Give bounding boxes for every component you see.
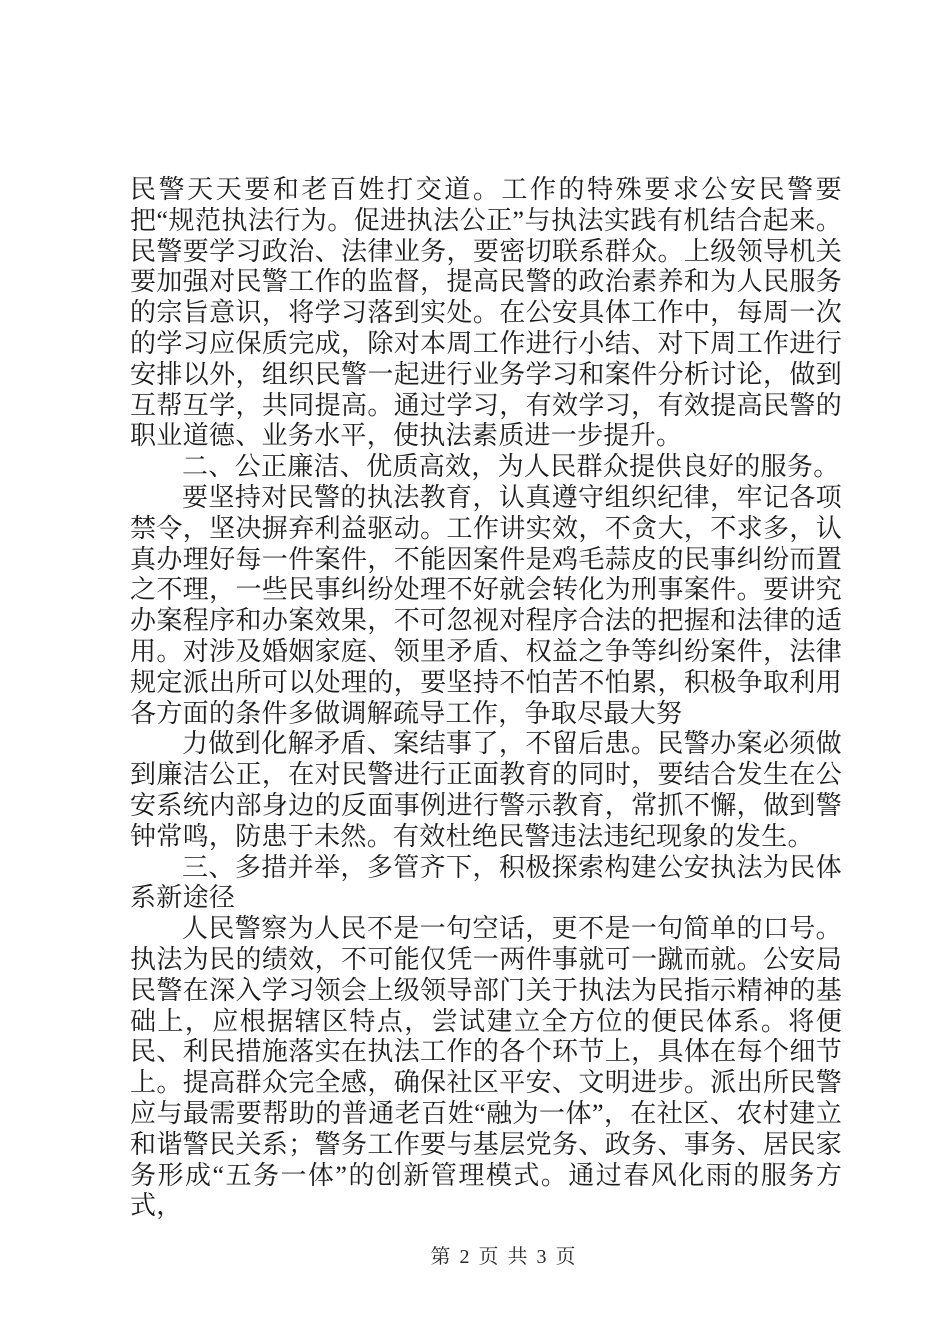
paragraph: 民警天天要和老百姓打交道。工作的特殊要求公安民警要把“规范执法行为。促进执法公正”与执法实践有机结合起来。民警要学习政治、法律业务，要密切联系群众。上级领导机关要加强对民警工作的监督，提高民警的政治素养和为人民服务的宗旨意识，将学习落到实处。在公安具体工作中，每周一次的学习应保质完成，除对本周工作进行小结、对下周工作进行安排以外，组织民警一起进行业务学习和案件分析讨论，做到互帮互学，共同提高。通过学习，有效学习，有效提高民警的职业道德、业务水平，使执法素质进一步提升。 (130, 175, 842, 451)
page-footer (148, 1240, 860, 1269)
page-number-label: 第 2 页 共 3 页 (430, 1246, 578, 1268)
paragraph: 力做到化解矛盾、案结事了，不留后患。民警办案必须做到廉洁公正，在对民警进行正面教育的同时，要结合发生在公安系统内部身边的反面事例进行警示教育，常抓不懈，做到警钟常鸣，防患于未然。有效杜绝民警违法违纪现象的发生。 (130, 729, 842, 851)
paragraph: 要坚持对民警的执法教育，认真遵守组织纪律，牢记各项禁令，坚决摒弃利益驱动。工作讲实效，不贪大，不求多，认真办理好每一件案件，不能因案件是鸡毛蒜皮的民事纠纷而置之不理，一些民事纠纷处理不好就会转化为刑事案件。要讲究办案程序和办案效果，不可忽视对程序合法的把握和法律的适用。对涉及婚姻家庭、领里矛盾、权益之争等纠纷案件，法律规定派出所可以处理的，要坚持不怕苦不怕累，积极争取利用各方面的条件多做调解疏导工作，争取尽最大努 (130, 482, 842, 728)
paragraph: 二、公正廉洁、优质高效，为人民群众提供良好的服务。 (182, 452, 840, 482)
paragraph: 人民警察为人民不是一句空话，更不是一句简单的口号。执法为民的绩效，不可能仅凭一两件事就可一蹴而就。公安局民警在深入学习领会上级领导部门关于执法为民指示精神的基础上，应根据辖区特点，尝试建立全方位的便民体系。将便民、利民措施落实在执法工作的各个环节上，具体在每个细节上。提高群众完全感，确保社区平安、文明进步。派出所民警应与最需要帮助的普通老百姓“融为一体”，在社区、农村建立和谐警民关系；警务工作要与基层党务、政务、事务、居民家务形成“五务一体”的创新管理模式。通过春风化雨的服务方式， (130, 914, 842, 1221)
paragraph: 三、多措并举，多管齐下，积极探索构建公安执法为民体系新途径 (130, 852, 842, 913)
document-body (130, 175, 842, 1222)
